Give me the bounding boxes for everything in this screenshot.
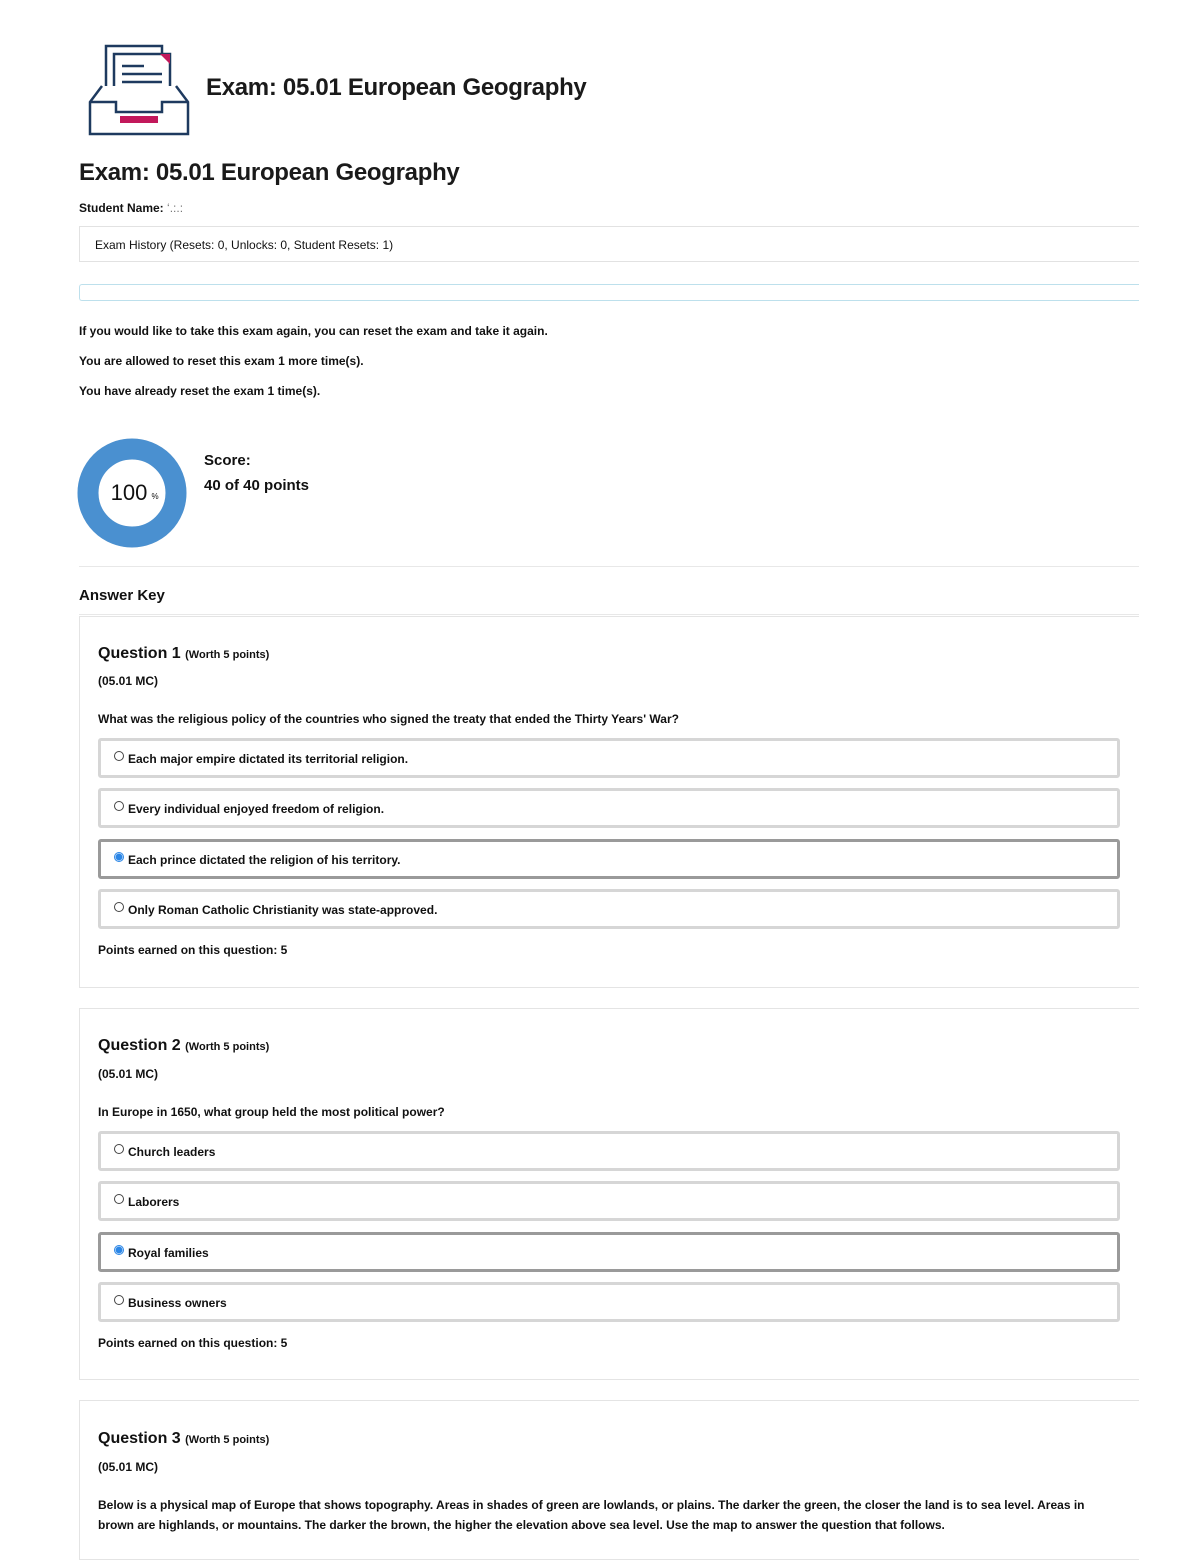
question-worth: (Worth 5 points) [185,1434,270,1446]
student-name [79,201,183,215]
answer-option-label: Only Roman Catholic Christianity was state-approved. [128,903,438,917]
divider [79,566,1139,567]
question-number: Question 2 [98,1037,181,1054]
answer-option-selected[interactable] [98,1232,1120,1272]
answer-option[interactable] [98,788,1120,828]
answer-option-label: Each major empire dictated its territorial religion. [128,752,409,766]
question-code: (05.01 MC) [98,1067,159,1081]
reset-info-line: You have already reset the exam 1 time(s). [79,384,321,398]
question-title [98,645,269,663]
question-number: Question 3 [98,1430,181,1447]
answer-option-label: Royal families [128,1246,209,1260]
header-title: Exam: 05.01 European Geography [206,74,587,101]
score-percent: 100 [110,480,148,505]
answer-option-label: Laborers [128,1195,180,1209]
score-ring [76,437,188,549]
question-worth: (Worth 5 points) [185,1041,270,1053]
question-card [79,1008,1139,1380]
question-title [98,1430,269,1448]
answer-option-label: Business owners [128,1296,227,1310]
radio-button[interactable] [114,801,124,811]
score-percent-sign: % [151,492,159,501]
answer-option[interactable] [98,738,1120,778]
question-title [98,1037,269,1055]
radio-button[interactable] [114,1194,124,1204]
radio-button[interactable] [114,751,124,761]
answer-option-label: Church leaders [128,1145,216,1159]
question-text: In Europe in 1650, what group held the most political power? [98,1105,445,1119]
question-text: What was the religious policy of the countries who signed the treaty that ended the Thirty Years' War? [98,712,679,726]
reset-info-line: If you would like to take this exam again, you can reset the exam and take it again. [79,324,548,338]
answer-option-label: Each prince dictated the religion of his territory. [128,853,401,867]
question-text: Below is a physical map of Europe that shows topography. Areas in shades of green are lowlands, or plains. The darker the green, the closer the land is to sea level. Areas in brown are highlands, or mountains. The darker the brown, the higher the elevation above sea level. Use the map to answer the question that follows. [98,1498,1085,1532]
exam-tray-icon [84,42,194,138]
divider [79,614,1139,615]
question-number: Question 1 [98,645,181,662]
points-earned: Points earned on this question: 5 [98,943,288,957]
answer-option-label: Every individual enjoyed freedom of religion. [128,802,385,816]
radio-button[interactable] [114,1144,124,1154]
answer-option[interactable] [98,1131,1120,1171]
answer-key-heading: Answer Key [79,587,165,604]
score-points: 40 of 40 points [204,477,310,494]
answer-option[interactable] [98,1282,1120,1322]
radio-button[interactable] [114,902,124,912]
question-card [79,616,1139,988]
exam-history-label: Exam History (Resets: 0, Unlocks: 0, Student Resets: 1) [95,238,394,252]
student-name-label: Student Name: [79,201,164,215]
score-label: Score: [204,452,251,469]
exam-history-panel[interactable] [79,226,1139,262]
radio-button-selected[interactable] [114,1245,124,1255]
exam-history-bar [79,284,1139,301]
reset-info-line: You are allowed to reset this exam 1 more time(s). [79,354,364,368]
question-card [79,1400,1139,1560]
radio-button-selected[interactable] [114,852,124,862]
student-name-value: ‘.:.: [167,201,184,215]
question-code: (05.01 MC) [98,674,159,688]
page-title: Exam: 05.01 European Geography [79,159,460,186]
answer-option[interactable] [98,889,1120,929]
points-earned: Points earned on this question: 5 [98,1336,288,1350]
radio-button[interactable] [114,1295,124,1305]
answer-option[interactable] [98,1181,1120,1221]
answer-option-selected[interactable] [98,839,1120,879]
question-worth: (Worth 5 points) [185,649,270,661]
question-code: (05.01 MC) [98,1460,159,1474]
